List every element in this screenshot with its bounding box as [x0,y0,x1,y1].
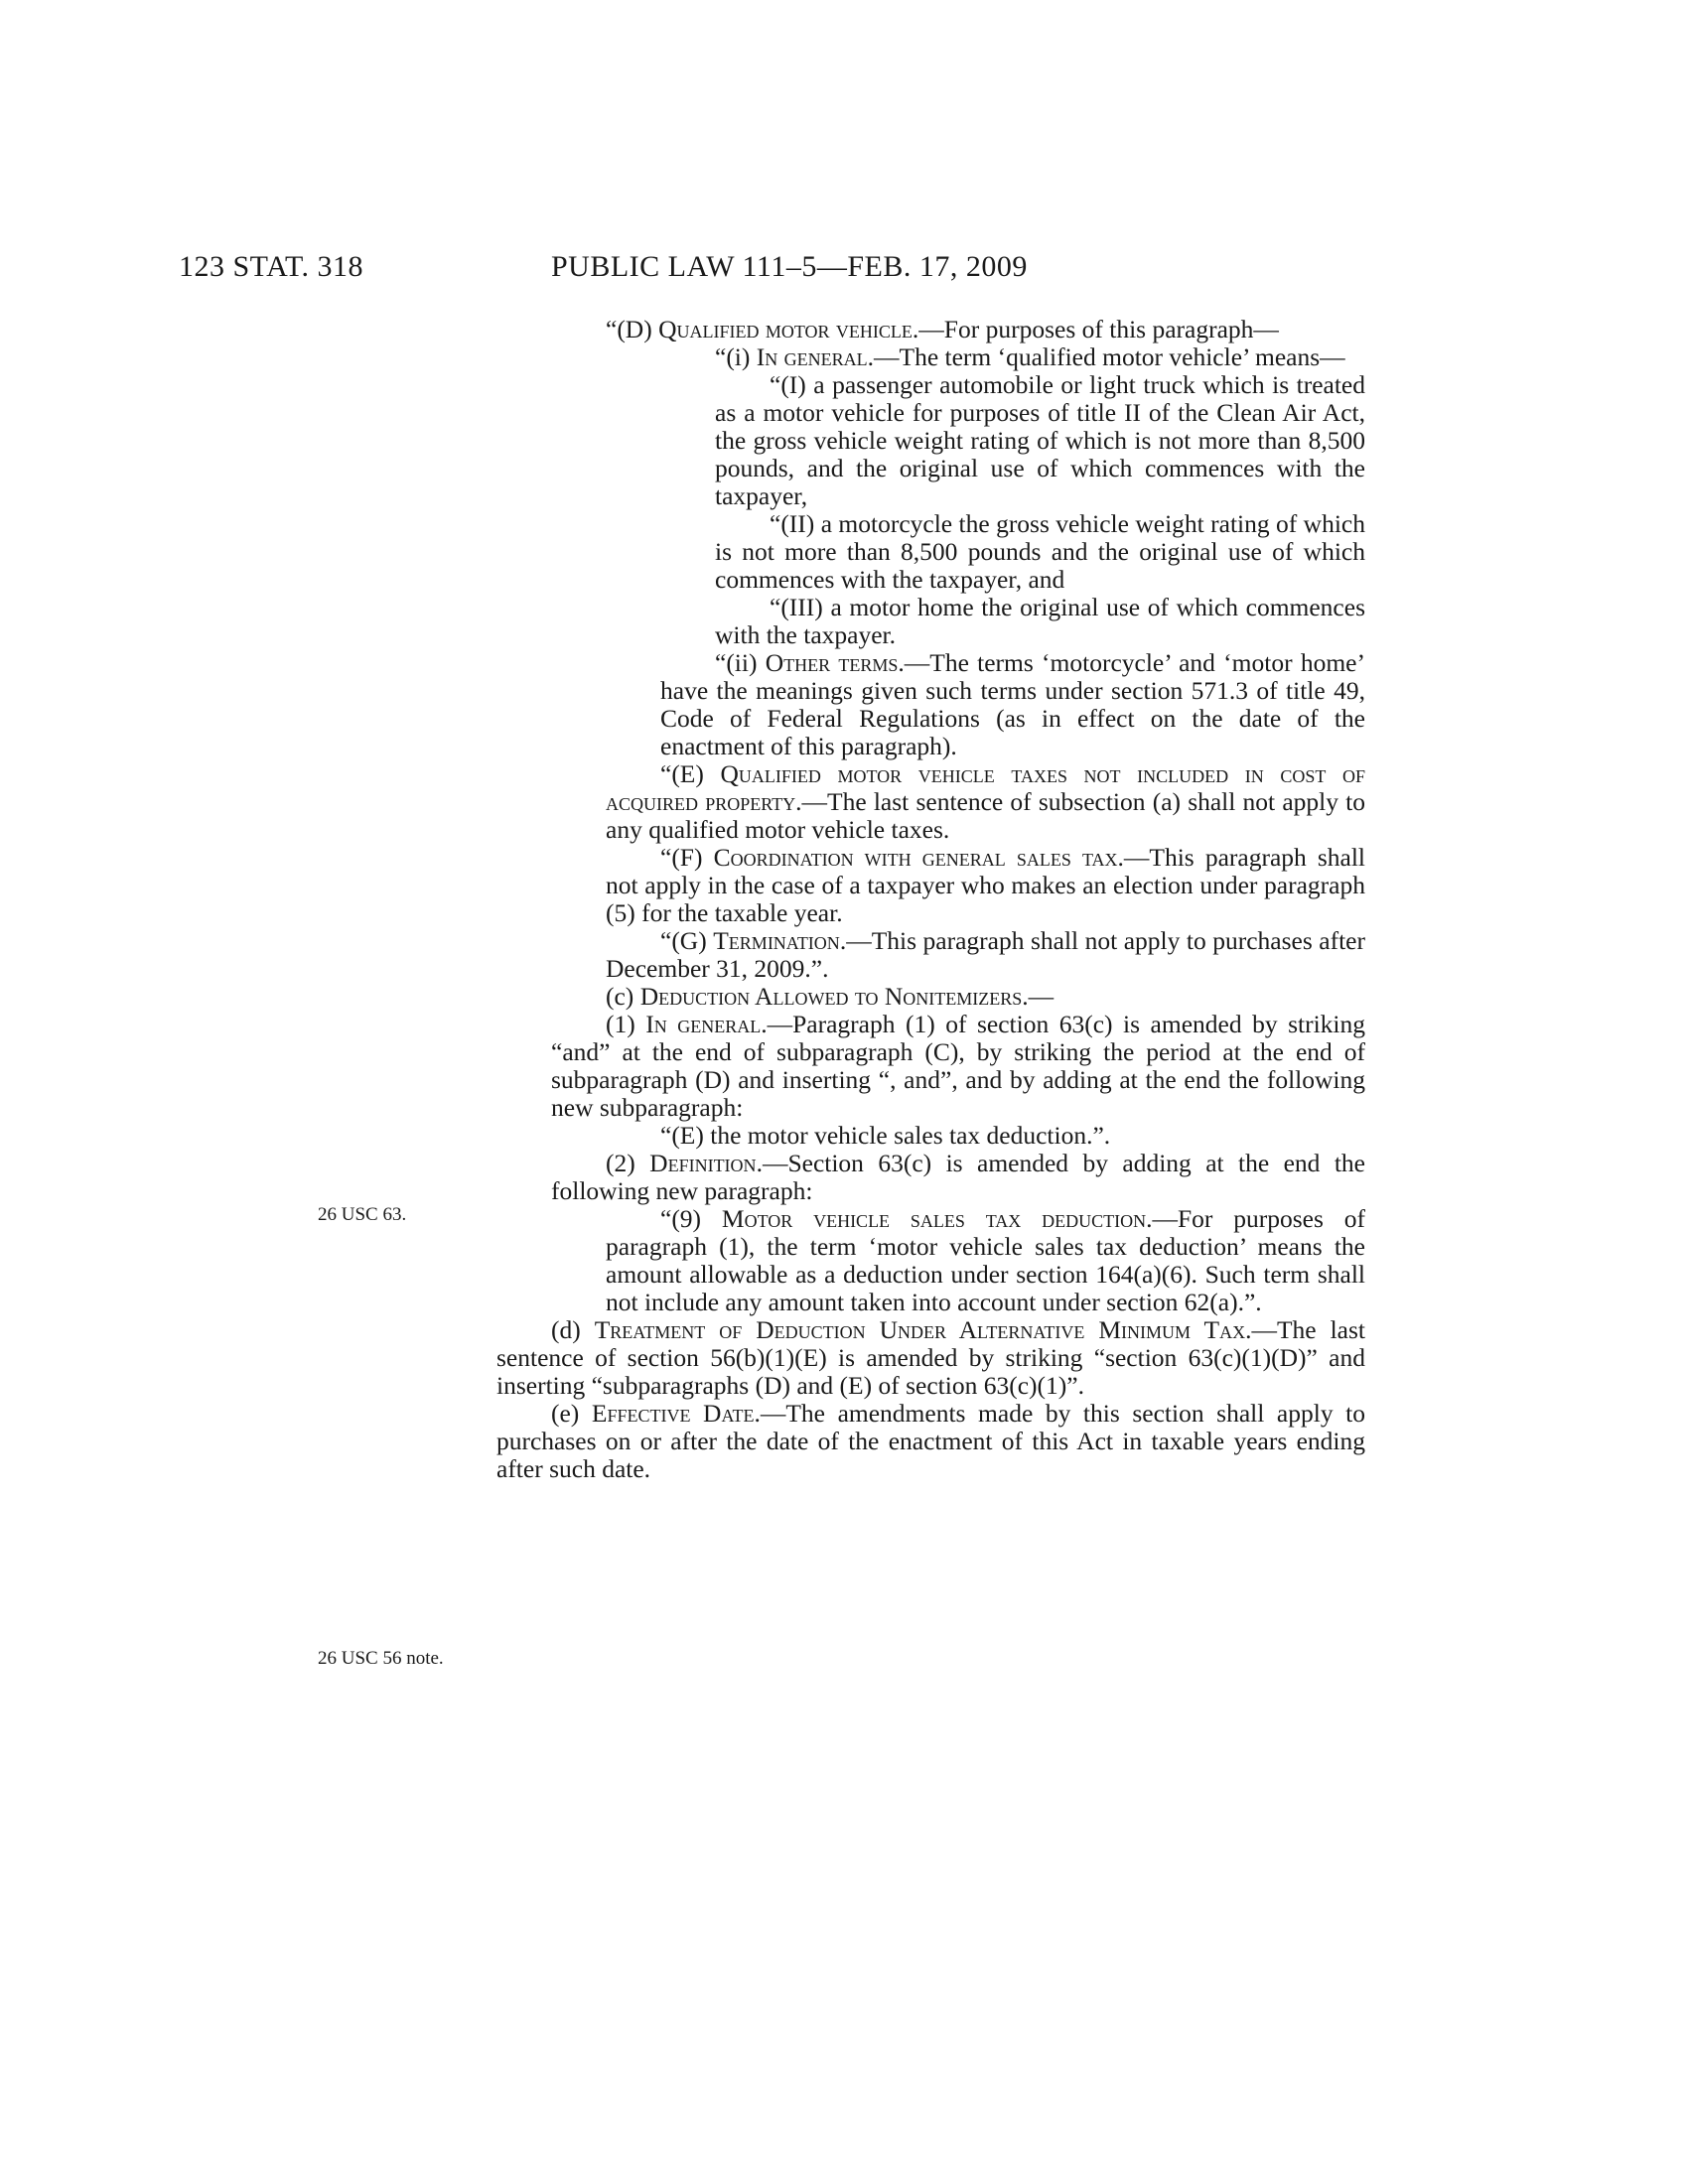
subclause-II: “(II) a motorcycle the gross vehicle weight rating of which is not more than 8,500 pounds and the original use of which commences with the taxpayer, and [715,509,1365,594]
heading-d: Treatment of Deduction Under Alternative Minimum Tax [594,1315,1246,1344]
heading-e: Effective Date [591,1399,755,1428]
heading-c2: Definition [649,1149,757,1177]
heading-E: Qualified motor vehicle taxes not included in cost of acquired property [606,759,1365,816]
subsection-c: (c) Deduction Allowed to Nonitemizers.— [606,982,1055,1011]
quoted-subparagraph-E: “(E) the motor vehicle sales tax deduction.”. [660,1121,1111,1150]
statute-body [496,316,1365,1483]
heading-G: Termination [713,926,840,955]
subclause-III: “(III) a motor home the original use of which commences with the taxpayer. [715,593,1365,649]
subsection-e: (e) Effective Date.—The amendments made by this section shall apply to purchases on or after the date of the enactment of this Act in taxable years ending after such date. [496,1399,1365,1483]
heading-F: Coordination with general sales tax [713,843,1118,872]
public-law-header: PUBLIC LAW 111–5—FEB. 17, 2009 [551,250,1028,283]
subsection-d: (d) Treatment of Deduction Under Alternative Minimum Tax.—The last sentence of section 56(b)(1)(E) is amended by striking “section 63(c)(1)(D)” and inserting “subparagraphs (D) and (E) of section 63(c)(1)”. [496,1315,1366,1400]
marginal-note-26-usc-56-note: 26 USC 56 note. [318,1648,444,1669]
clause-ii: “(ii) Other terms.—The terms ‘motorcycle’ and ‘motor home’ have the meanings given such terms under section 571.3 of title 49, Code of Federal Regulations (as in effect on the date of the enactment of this paragraph). [660,648,1365,760]
paragraph-E: “(E) Qualified motor vehicle taxes not included in cost of acquired property.—The last sentence of subsection (a) shall not apply to any qualified motor vehicle taxes. [606,759,1365,844]
stat-citation: 123 STAT. 318 [179,250,364,283]
heading-ii: Other terms [765,648,899,677]
paragraph-G: “(G) Termination.—This paragraph shall not apply to purchases after December 31, 2009.”. [606,926,1365,983]
paragraph-F: “(F) Coordination with general sales tax.—This paragraph shall not apply in the case of a taxpayer who makes an election under paragraph (5) for the taxable year. [606,843,1366,927]
heading-D: Qualified motor vehicle [658,315,913,343]
heading-c: Deduction Allowed to Nonitemizers [639,982,1023,1011]
quoted-paragraph-9: “(9) Motor vehicle sales tax deduction.—For purposes of paragraph (1), the term ‘motor vehicle sales tax deduction’ means the amount allowable as a deduction under section 164(a)(6). Such term shall not include any amount taken into account under section 62(a).”. [606,1204,1365,1316]
heading-9: Motor vehicle sales tax deduction [721,1204,1147,1233]
clause-i: “(i) In general.—The term ‘qualified motor vehicle’ means— [715,342,1345,371]
heading-i: In general [756,342,868,371]
paragraph-D: “(D) Qualified motor vehicle.—For purposes of this paragraph— [606,315,1279,343]
paragraph-c1: (1) In general.—Paragraph (1) of section 63(c) is amended by striking “and” at the end of subparagraph (C), by striking the period at the end of subparagraph (D) and inserting “, and”, and by adding at the end the following new subparagraph: [551,1010,1366,1122]
subclause-I: “(I) a passenger automobile or light truck which is treated as a motor vehicle for purposes of title II of the Clean Air Act, the gross vehicle weight rating of which is not more than 8,500 pounds, and the original use of which commences with the taxpayer, [715,370,1365,510]
heading-c1: In general [645,1010,762,1038]
marginal-note-26-usc-63: 26 USC 63. [318,1204,407,1225]
paragraph-c2: (2) Definition.—Section 63(c) is amended by adding at the end the following new paragraph: [551,1149,1365,1205]
